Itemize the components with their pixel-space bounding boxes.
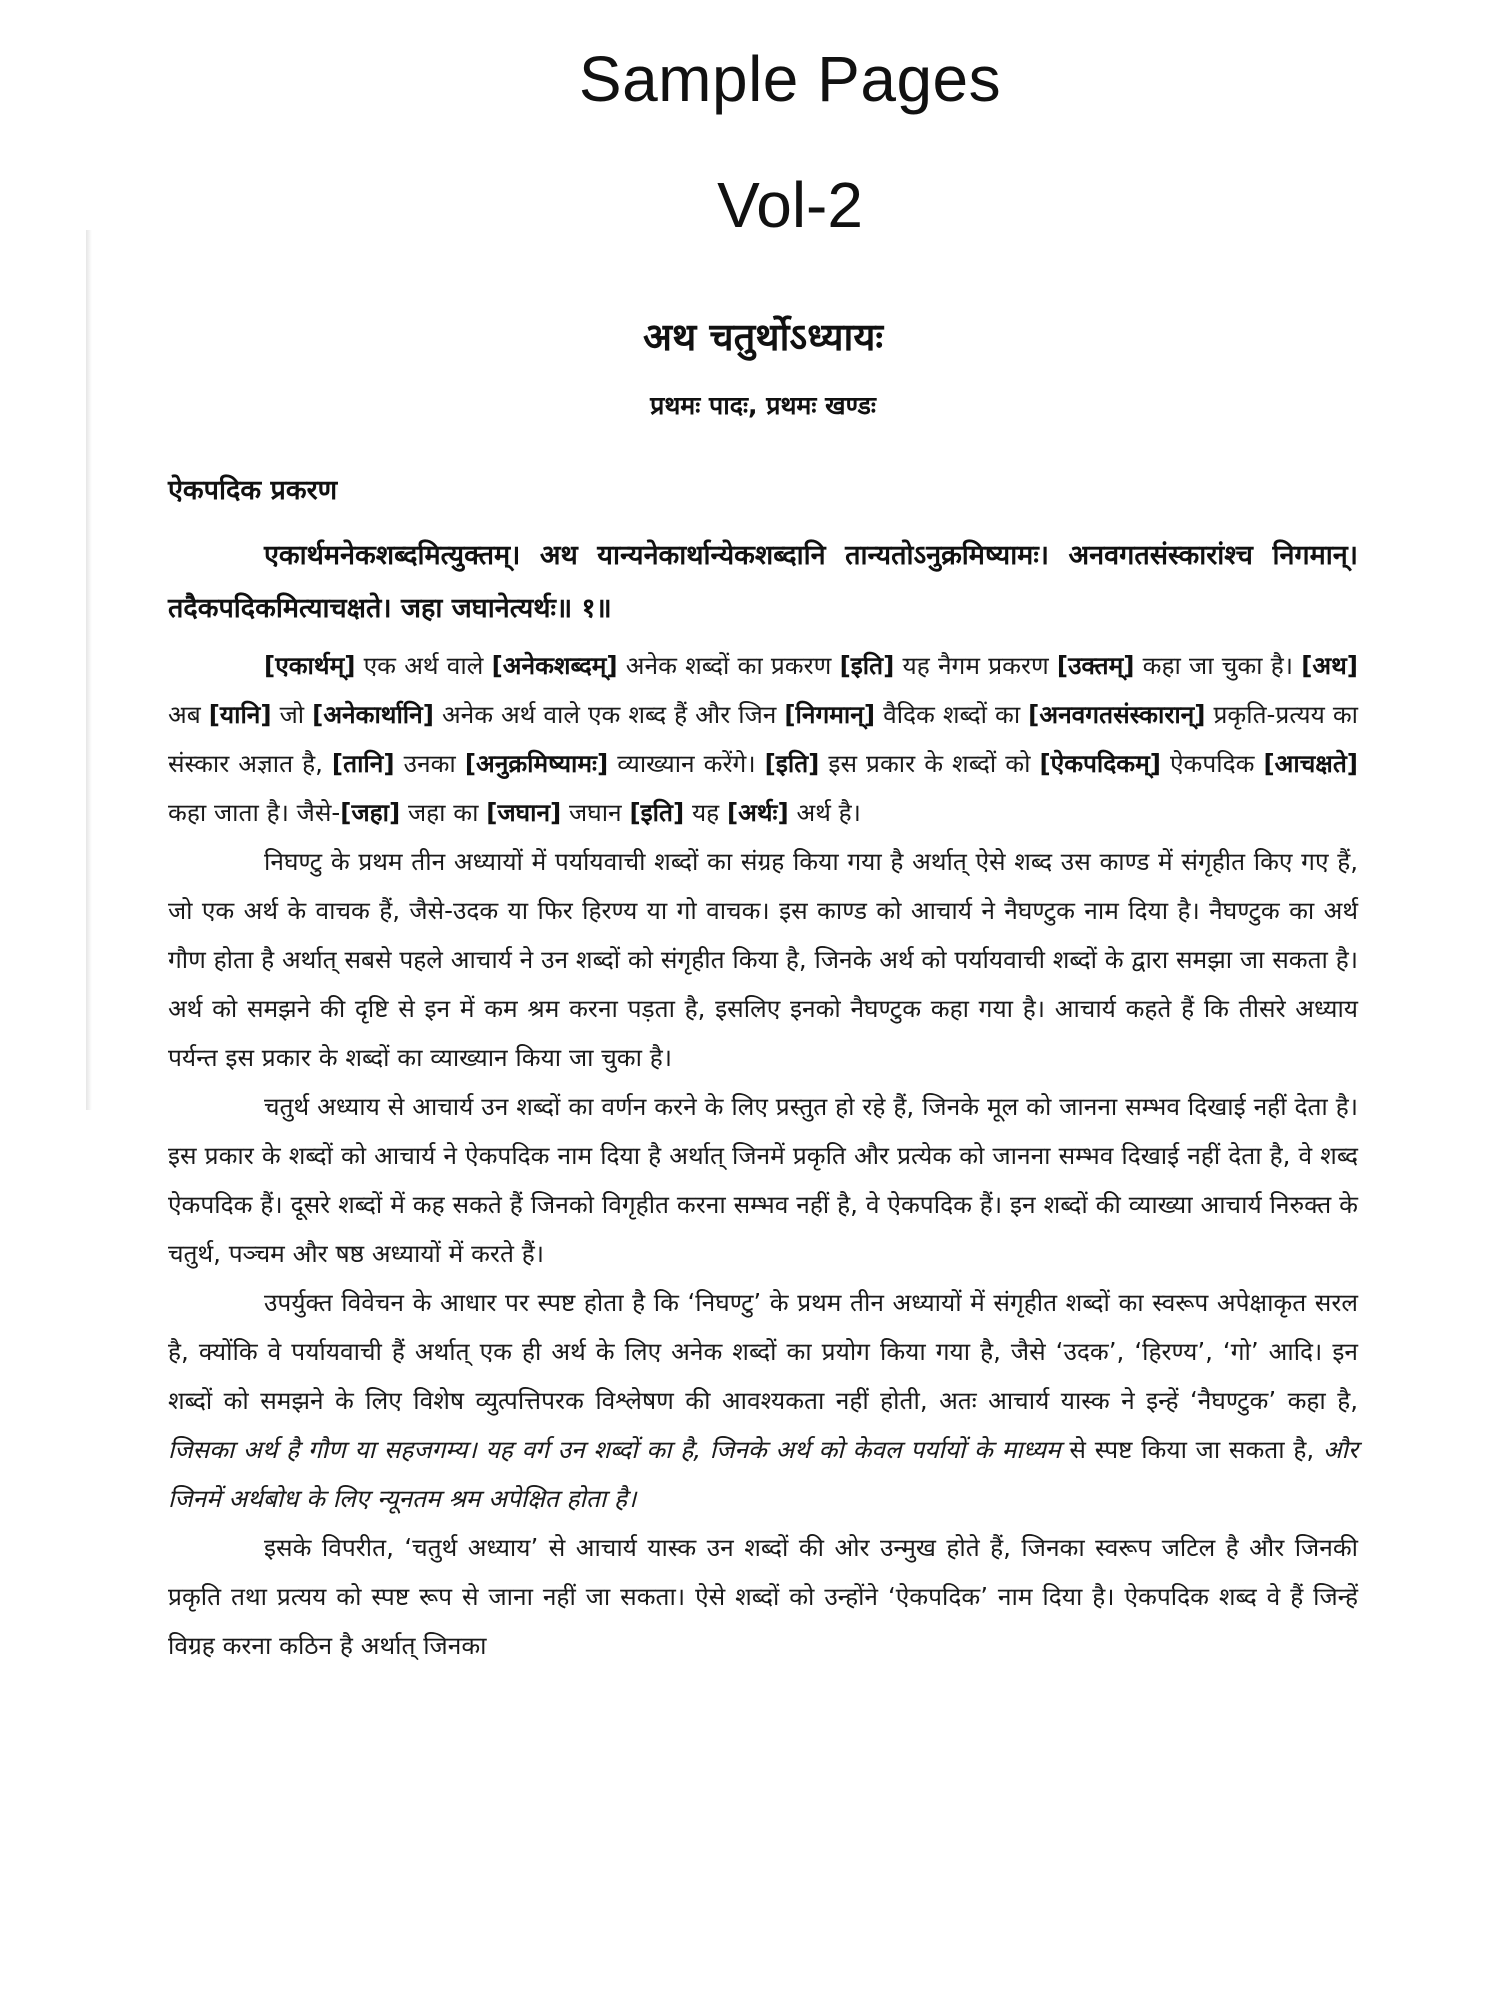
gloss: इस प्रकार के शब्दों को	[819, 749, 1040, 778]
paragraph-italic-text: जिसका अर्थ है गौण या सहजगम्य। यह वर्ग उन शब्दों का है, जिनके अर्थ को केवल पर्यायों के माध्यम	[168, 1435, 1061, 1464]
term: [एकार्थम्]	[264, 651, 356, 680]
term: [इति]	[839, 651, 895, 680]
section-heading: ऐकपदिक प्रकरण	[168, 475, 338, 506]
gloss: अनेक अर्थ वाले एक शब्द हैं और जिन	[433, 700, 785, 729]
term: [जहा]	[340, 798, 401, 827]
gloss: कहा जाता है। जैसे-	[168, 798, 341, 827]
term: [अर्थः]	[726, 798, 789, 827]
gloss: उनका	[394, 749, 465, 778]
gloss: एक अर्थ वाले	[355, 651, 492, 680]
gloss: ऐकपदिक	[1160, 749, 1264, 778]
gloss: वैदिक शब्दों का	[875, 700, 1029, 729]
term: [अनेकार्थानि]	[312, 700, 434, 729]
gloss: प्रकृति-प्रत्यय का संस्कार अज्ञात है,	[168, 700, 1358, 778]
term: [अनुक्रमिष्यामः]	[464, 749, 609, 778]
term: [यानि]	[208, 700, 272, 729]
commentary-paragraph	[168, 641, 1358, 837]
term: [तानि]	[331, 749, 395, 778]
gloss: कहा जा चुका है।	[1134, 651, 1302, 680]
gloss: जो	[271, 700, 313, 729]
term: [इति]	[764, 749, 820, 778]
gloss: व्याख्यान करेंगे।	[608, 749, 765, 778]
paragraph-viparit: इसके विपरीत, ‘चतुर्थ अध्याय’ से आचार्य यास्क उन शब्दों की ओर उन्मुख होते हैं, जिनका स्वरूप जटिल है और जिनकी प्रकृति तथा प्रत्यय को स्पष्ट रूप से जाना नहीं जा सकता। ऐसे शब्दों को उन्होंने ‘ऐकपदिक’ नाम दिया है। ऐकपदिक शब्द वे हैं जिन्हें विग्रह करना कठिन है अर्थात् जिनका	[168, 1533, 1358, 1660]
chapter-subtitle: प्रथमः पादः, प्रथमः खण्डः	[650, 391, 876, 420]
term: [अथ]	[1301, 651, 1358, 680]
gloss: जहा का	[400, 798, 487, 827]
term: [अनवगतसंस्कारान्]	[1028, 700, 1206, 729]
paragraph-vivechan	[168, 1278, 1358, 1523]
sutra-text: एकार्थमनेकशब्दमित्युक्तम्। अथ यान्यनेकार्थान्येकशब्दानि तान्यतोऽनुक्रमिष्यामः। अनवगतसंस्कारांश्च निगमान्। तदैकपदिकमित्याचक्षते। जहा जघानेत्यर्थः॥ १॥	[168, 540, 1358, 624]
page-edge-shadow	[86, 230, 92, 1110]
gloss: अनेक शब्दों का प्रकरण	[617, 651, 840, 680]
paragraph-text: से स्पष्ट किया जा सकता है,	[1060, 1435, 1323, 1464]
paragraph-italic-text: और जिनमें अर्थबोध के लिए न्यूनतम श्रम अपेक्षित होता है।	[168, 1435, 1358, 1513]
gloss: अर्थ है।	[788, 798, 861, 827]
gloss: यह नैगम प्रकरण	[894, 651, 1057, 680]
chapter-title: अथ चतुर्थोऽध्यायः	[642, 315, 884, 359]
banner-volume: Vol-2	[717, 169, 863, 241]
term: [इति]	[629, 798, 685, 827]
paragraph-chaturtha: चतुर्थ अध्याय से आचार्य उन शब्दों का वर्णन करने के लिए प्रस्तुत हो रहे हैं, जिनके मूल को जानना सम्भव दिखाई नहीं देता है। इस प्रकार के शब्दों को आचार्य ने ऐकपदिक नाम दिया है अर्थात् जिनमें प्रकृति और प्रत्येक को जानना सम्भव दिखाई नहीं देता है, वे शब्द ऐकपदिक हैं। दूसरे शब्दों में कह सकते हैं जिनको विगृहीत करना सम्भव नहीं है, वे ऐकपदिक हैं। इन शब्दों की व्याख्या आचार्य निरुक्त के चतुर्थ, पञ्चम और षष्ठ अध्यायों में करते हैं।	[168, 1092, 1358, 1268]
gloss: यह	[684, 798, 727, 827]
term: [आचक्षते]	[1263, 749, 1358, 778]
paragraph-text: उपर्युक्त विवेचन के आधार पर स्पष्ट होता है कि ‘निघण्टु’ के प्रथम तीन अध्यायों में संगृहीत शब्दों का स्वरूप अपेक्षाकृत सरल है, क्योंकि वे पर्यायवाची हैं अर्थात् एक ही अर्थ के लिए अनेक शब्दों का प्रयोग किया गया है, जैसे ‘उदक’, ‘हिरण्य’, ‘गो’ आदि। इन शब्दों को समझने के लिए विशेष व्युत्पत्तिपरक विश्लेषण की आवश्यकता नहीं होती, अतः आचार्य यास्क ने इन्हें ‘नैघण्टुक’ कहा है,	[168, 1288, 1358, 1415]
term: [अनेकशब्दम्]	[491, 651, 618, 680]
book-page	[168, 310, 1358, 1670]
term: [जघान]	[486, 798, 562, 827]
gloss: अब	[168, 700, 209, 729]
banner-title: Sample Pages	[578, 43, 1002, 115]
term: [निगमान्]	[784, 700, 876, 729]
term: [उक्तम्]	[1056, 651, 1135, 680]
gloss: जघान	[561, 798, 630, 827]
term: [ऐकपदिकम्]	[1039, 749, 1161, 778]
paragraph-nighantu: निघण्टु के प्रथम तीन अध्यायों में पर्यायवाची शब्दों का संग्रह किया गया है अर्थात् ऐसे शब्द उस काण्ड में संगृहीत किए गए हैं, जो एक अर्थ के वाचक हैं, जैसे-उदक या फिर हिरण्य या गो वाचक। इस काण्ड को आचार्य ने नैघण्टुक नाम दिया है। नैघण्टुक का अर्थ गौण होता है अर्थात् सबसे पहले आचार्य ने उन शब्दों को संगृहीत किया है, जिनके अर्थ को पर्यायवाची शब्दों के द्वारा समझा जा सकता है। अर्थ को समझने की दृष्टि से इन में कम श्रम करना पड़ता है, इसलिए इनको नैघण्टुक कहा गया है। आचार्य कहते हैं कि तीसरे अध्याय पर्यन्त इस प्रकार के शब्दों का व्याख्यान किया जा चुका है।	[168, 847, 1358, 1072]
